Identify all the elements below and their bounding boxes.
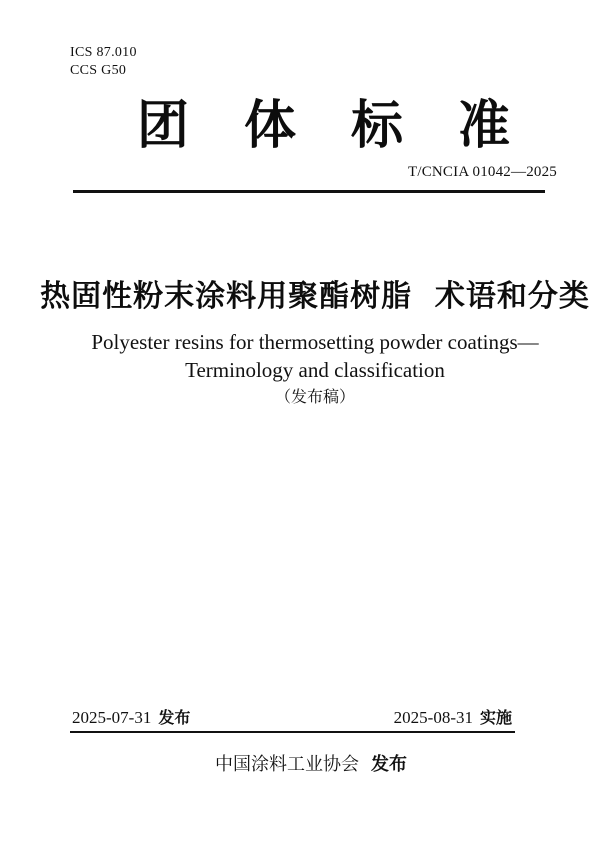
publisher-block xyxy=(22,752,600,776)
draft-note: （发布稿） xyxy=(274,389,355,406)
standard-type-char-2: 体 xyxy=(243,97,296,155)
issue-date: 2025-07-31 xyxy=(72,708,152,727)
document-title-english-line2: Terminology and classification xyxy=(185,358,445,382)
implementation-date-label: 实施 xyxy=(479,710,512,727)
standard-type-char-4: 准 xyxy=(457,97,510,155)
issue-date-label: 发布 xyxy=(158,710,191,727)
publisher-action-label: 发布 xyxy=(371,754,407,774)
standard-type-char-3: 标 xyxy=(350,97,403,155)
document-title-english-line1: Polyester resins for thermosetting powder coatings— xyxy=(91,330,539,354)
publisher-name: 中国涂料工业协会 xyxy=(215,754,359,774)
standard-type-char-1: 团 xyxy=(137,97,190,155)
implementation-date-block xyxy=(394,706,512,731)
standard-type-title xyxy=(137,99,510,154)
ics-code: ICS 87.010 xyxy=(70,45,137,60)
header-rule xyxy=(73,190,545,193)
issue-date-block xyxy=(72,706,190,731)
standard-number: T/CNCIA 01042—2025 xyxy=(407,164,557,180)
implementation-date: 2025-08-31 xyxy=(393,708,473,727)
footer-rule xyxy=(70,731,515,733)
document-title-chinese: 热固性粉末涂料用聚酯树脂 术语和分类 xyxy=(40,280,590,313)
ccs-code: CCS G50 xyxy=(70,63,127,78)
